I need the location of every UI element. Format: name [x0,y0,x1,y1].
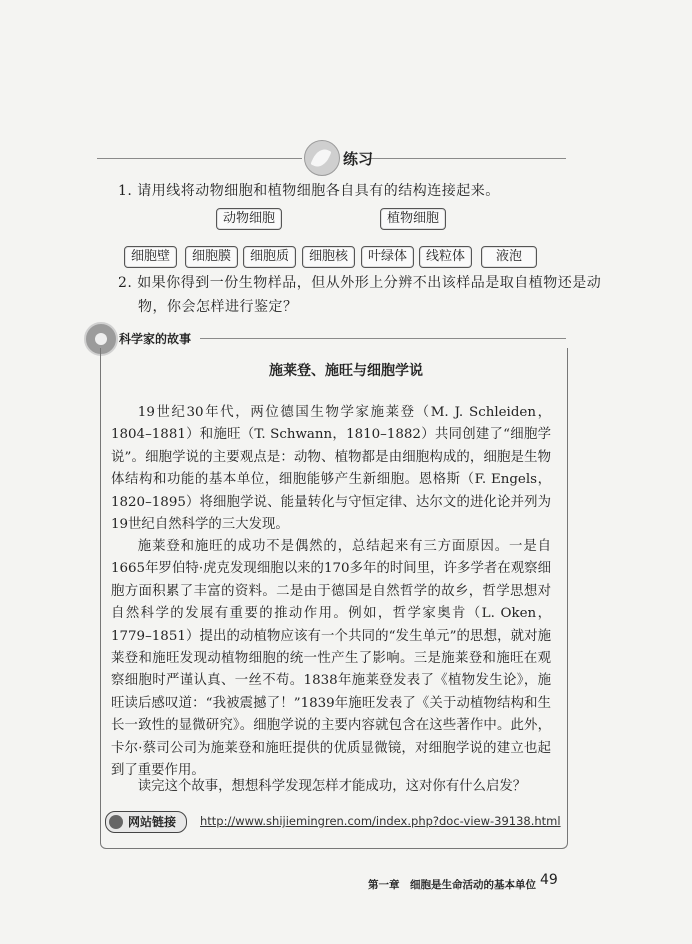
question-2-line-2: 物，你会怎样进行鉴定？ [138,299,298,315]
exercise-leaf-icon [304,140,340,176]
exercise-rule-left [97,158,302,159]
story-rule [200,338,566,339]
web-link-badge [105,811,187,833]
story-title: 施莱登、施旺与细胞学说 [269,363,423,379]
globe-icon [109,815,123,829]
chapter-footer: 第一章 细胞是生命活动的基本单位 [368,879,536,891]
web-link-label: 网站链接 [128,815,177,829]
structure-mitochondria: 线粒体 [419,246,472,268]
structure-vacuole: 液泡 [481,246,537,268]
structure-chloroplast: 叶绿体 [361,246,414,268]
exercise-rule-right [368,158,566,159]
structure-nucleus: 细胞核 [302,246,355,268]
structure-cytoplasm: 细胞质 [243,246,296,268]
story-paragraph-1: 19世纪30年代，两位德国生物学家施莱登（M. J. Schleiden，1804–1881）和施旺（T. Schwann，1810–1882）共同创建了“细胞学说”。细胞学说的主要观点是：动物、植物都是由细胞构成的，细胞是生物体结构和功能的基本单位，细胞能够产生新细胞。恩格斯（F. Engels，1820–1895）将细胞学说、能量转化与守恒定律、达尔文的进化论并列为19世纪自然科学的三大发现。 [111,405,551,533]
structure-cell-membrane: 细胞膜 [185,246,238,268]
story-paragraph-3: 读完这个故事，想想科学发现怎样才能成功，这对你有什么启发？ [137,779,527,794]
question-1: 1. 请用线将动物细胞和植物细胞各自具有的结构连接起来。 [118,183,500,199]
cell-type-plant: 植物细胞 [380,208,446,230]
story-section-label: 科学家的故事 [119,332,192,346]
question-2-line-1: 2. 如果你得到一份生物样品，但从外形上分辨不出该样品是取自植物还是动 [118,275,602,291]
exercise-title: 练习 [343,150,374,168]
web-link-url[interactable]: http://www.shijiemingren.com/index.php?doc-view-39138.html [200,814,561,828]
page-number: 49 [540,872,558,888]
story-paragraph-2: 施莱登和施旺的成功不是偶然的，总结起来有三方面原因。一是自1665年罗伯特·虎克发现细胞以来的170多年的时间里，许多学者在观察细胞方面积累了丰富的资料。二是由于德国是自然哲学的故乡，哲学思想对自然科学的发展有重要的推动作用。例如，哲学家奥肯（L. Oken，1779–1851）提出的动植物应该有一个共同的“发生单元”的思想，就对施莱登和施旺发现动植物细胞的统一性产生了影响。三是施莱登和施旺在观察细胞时严谨认真、一丝不苟。1838年施莱登发表了《植物发生论》，施旺读后感叹道：“我被震撼了！”1839年施旺发表了《关于动植物结构和生长一致性的显微研究》。细胞学说的主要内容就包含在这些著作中。此外，卡尔·蔡司公司为施莱登和施旺提供的优质显微镜，对细胞学说的建立也起到了重要作用。 [111,539,551,779]
cell-type-animal: 动物细胞 [216,208,282,230]
structure-cell-wall: 细胞壁 [124,246,177,268]
